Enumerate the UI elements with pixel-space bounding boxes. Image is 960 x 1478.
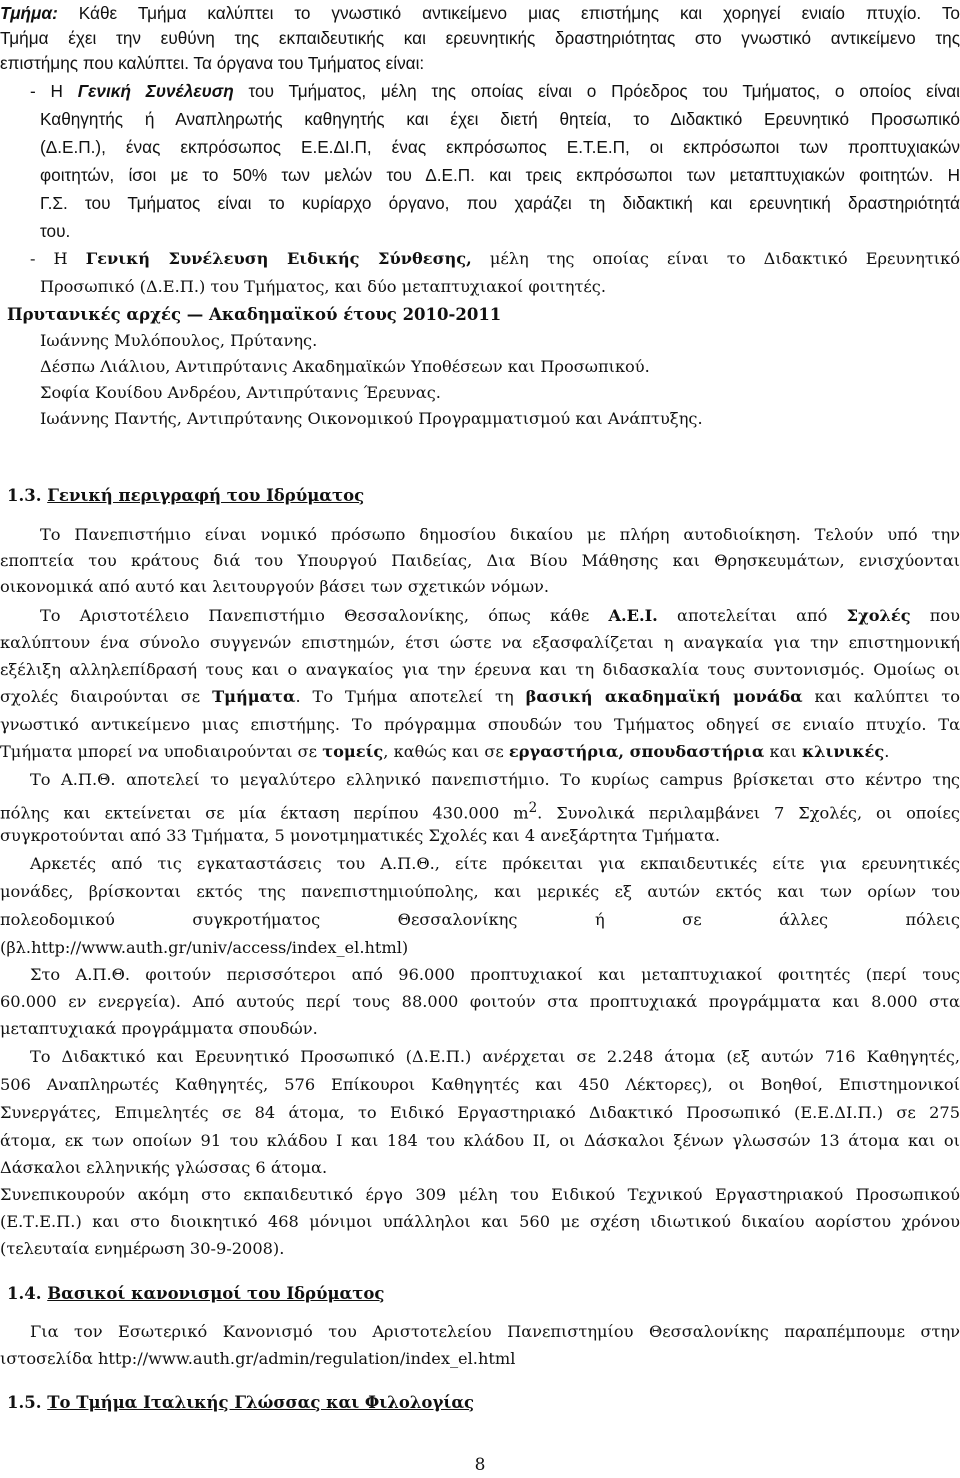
paragraph-line: (Ε.Τ.Ε.Π.) και στο διοικητικό 468 μόνιμοι υπάλληλοι και 560 με σχέση ιδιωτικού δικαίου αορίστου χρόνου: [0, 1212, 960, 1231]
authority-person: Ιωάννης Παντής, Αντιπρύτανης Οικονομικού Προγραμματισμού και Ανάπτυξης.: [40, 409, 703, 428]
paragraph-line: Αρκετές από τις εγκαταστάσεις του Α.Π.Θ., είτε πρόκειται για εκπαιδευτικές είτε για ερευνητικές: [30, 854, 960, 873]
intro-line: Καθηγητής ή Αναπληρωτής καθηγητής και έχει διετή θητεία, το Διδακτικό Ερευνητικό Προσωπικό: [40, 109, 960, 129]
paragraph-line: Το Διδακτικό και Ερευνητικό Προσωπικό (Δ.Ε.Π.) ανέρχεται σε 2.248 άτομα (εξ αυτών 716 Καθηγητές,: [30, 1047, 960, 1066]
authorities-heading: Πρυτανικές αρχές — Ακαδημαϊκού έτους 2010-2011: [7, 305, 502, 324]
paragraph-line: Τμήματα μπορεί να υποδιαιρούνται σε τομείς, καθώς και σε εργαστήρια, σπουδαστήρια και κλινικές.: [0, 742, 890, 761]
intro-line: - Η Γενική Συνέλευση του Τμήματος, μέλη της οποίας είναι ο Πρόεδρος του Τμήματος, ο οποίος είναι: [30, 81, 960, 101]
intro-line: Γ.Σ. του Τμήματος είναι το κυρίαρχο όργανο, που χαράζει τη διδακτική και ερευνητική δραστηριότητά: [40, 193, 960, 213]
paragraph-line: Συνεργάτες, Επιμελητές σε 84 άτομα, το Ειδικό Εργαστηριακό Διδακτικό Προσωπικό (Ε.Ε.ΔΙ.Π.) σε 275: [0, 1103, 960, 1122]
paragraph-line: πολεοδομικού συγκροτήματος Θεσσαλονίκης ή σε άλλες πόλεις: [0, 910, 960, 929]
intro-line: Τμήμα: Κάθε Τμήμα καλύπτει το γνωστικό αντικείμενο μιας επιστήμης και χορηγεί ενιαίο πτυχίο. Το: [0, 3, 960, 23]
paragraph-line: σχολές διαιρούνται σε Τμήματα. Το Τμήμα αποτελεί τη βασική ακαδημαϊκή μονάδα και καλύπτει το: [0, 687, 960, 706]
intro-line: φοιτητών, ίσοι με το 50% των μελών του Δ.Ε.Π. και τρεις εκπρόσωποι των μεταπτυχιακών φοιτητών. Η: [40, 165, 960, 185]
paragraph-line: μεταπτυχιακά προγράμματα σπουδών.: [0, 1019, 318, 1038]
page-number: 8: [474, 1455, 486, 1475]
intro-line: Προσωπικό (Δ.Ε.Π.) του Τμήματος, και δύο μεταπτυχιακοί φοιτητές.: [40, 277, 606, 296]
paragraph-line: καλύπτουν ένα σύνολο συγγενών επιστημών, έτσι ώστε να εξασφαλίζεται η αναγκαία για την επιστημονική: [0, 633, 960, 652]
paragraph-line: γνωστικό αντικείμενο μιας επιστήμης. Το πρόγραμμα σπουδών του Τμήματος οδηγεί σε ενιαίο πτυχίο. Τα: [0, 715, 960, 734]
paragraph-line: εξέλιξη αλληλεπίδρασή τους και ο αναγκαίος για την έρευνα και τη διδασκαλία τους συντονισμός. Ομοίως οι: [0, 660, 960, 679]
paragraph-line: άτομα, εκ των οποίων 91 του κλάδου Ι και 184 του κλάδου ΙΙ, οι Δάσκαλοι ξένων γλωσσών 13 άτομα και οι: [0, 1131, 960, 1150]
paragraph-line: ιστοσελίδα http://www.auth.gr/admin/regulation/index_el.html: [0, 1349, 516, 1368]
intro-line: - Η Γενική Συνέλευση Ειδικής Σύνθεσης, μέλη της οποίας είναι το Διδακτικό Ερευνητικό: [30, 249, 960, 268]
paragraph-line: μονάδες, βρίσκονται εκτός της πανεπιστημιούπολης, και μερικές εξ αυτών εκτός και των ορίων του: [0, 882, 960, 901]
intro-line: του.: [40, 221, 71, 241]
intro-line: Τμήμα έχει την ευθύνη της εκπαιδευτικής και ερευνητικής δραστηριότητας στο γνωστικό αντικείμενο της: [0, 28, 960, 48]
authority-person: Ιωάννης Μυλόπουλος, Πρύτανης.: [40, 331, 318, 350]
authority-person: Σοφία Κουίδου Ανδρέου, Αντιπρύτανις Έρευνας.: [40, 383, 441, 402]
paragraph-line: Το Αριστοτέλειο Πανεπιστήμιο Θεσσαλονίκης, όπως κάθε Α.Ε.Ι. αποτελείται από Σχολές που: [40, 606, 960, 625]
intro-line: επιστήμης που καλύπτει. Τα όργανα του Τμήματος είναι:: [0, 53, 425, 73]
paragraph-line: Στο Α.Π.Θ. φοιτούν περισσότεροι από 96.000 προπτυχιακοί και μεταπτυχιακοί φοιτητές (περί τους: [30, 965, 960, 984]
section-1-5-heading: 1.5. Το Τμήμα Ιταλικής Γλώσσας και Φιλολογίας: [7, 1393, 475, 1412]
paragraph-line: Το Πανεπιστήμιο είναι νομικό πρόσωπο δημοσίου δικαίου με πλήρη αυτοδιοίκηση. Τελούν υπό την: [40, 525, 960, 544]
paragraph-line: Το Α.Π.Θ. αποτελεί το μεγαλύτερο ελληνικό πανεπιστήμιο. Το κυρίως campus βρίσκεται στο κέντρο της: [30, 770, 960, 789]
intro-line: (Δ.Ε.Π.), ένας εκπρόσωπος Ε.Ε.ΔΙ.Π, ένας εκπρόσωπος Ε.Τ.Ε.Π, οι εκπρόσωποι των προπτυχιακών: [40, 137, 960, 157]
section-1-3-heading: 1.3. Γενική περιγραφή του Ιδρύματος: [7, 486, 365, 505]
paragraph-line: Συνεπικουρούν ακόμη στο εκπαιδευτικό έργο 309 μέλη του Ειδικού Τεχνικού Εργαστηριακού Προσωπικού: [0, 1185, 960, 1204]
paragraph-line: οικονομικά από αυτό και λειτουργούν βάσει των σχετικών νόμων.: [0, 577, 550, 596]
paragraph-line: (τελευταία ενημέρωση 30-9-2008).: [0, 1239, 285, 1258]
paragraph-line: Δάσκαλοι ελληνικής γλώσσας 6 άτομα.: [0, 1158, 328, 1177]
paragraph-line: Για τον Εσωτερικό Κανονισμό του Αριστοτελείου Πανεπιστημίου Θεσσαλονίκης παραπέμπουμε στην: [30, 1322, 960, 1341]
authority-person: Δέσπω Λιάλιου, Αντιπρύτανις Ακαδημαϊκών Υποθέσεων και Προσωπικού.: [40, 357, 650, 376]
paragraph-line: εποπτεία του κράτους διά του Υπουργού Παιδείας, Δια Βίου Μάθησης και Θρησκευμάτων, ενισχύονται: [0, 551, 960, 570]
intro-label: Τμήμα:: [0, 3, 58, 23]
paragraph-line: πόλης και εκτείνεται σε μία έκταση περίπου 430.000 $m^2$. Συνολικά περιλαμβάνει 7 Σχολές, οι οποίες: [0, 800, 960, 823]
section-1-4-heading: 1.4. Βασικοί κανονισμοί του Ιδρύματος: [7, 1284, 385, 1303]
paragraph-line: 506 Αναπληρωτές Καθηγητές, 576 Επίκουροι Καθηγητές και 450 Λέκτορες), οι Βοηθοί, Επιστημονικοί: [0, 1075, 960, 1094]
paragraph-line: (βλ.http://www.auth.gr/univ/access/index_el.html): [0, 938, 409, 957]
paragraph-line: 60.000 εν ενεργεία). Από αυτούς περί τους 88.000 φοιτούν στα προπτυχιακά προγράμματα και 8.000 στα: [0, 992, 960, 1011]
paragraph-line: συγκροτούνται από 33 Τμήματα, 5 μονοτμηματικές Σχολές και 4 ανεξάρτητα Τμήματα.: [0, 826, 721, 845]
